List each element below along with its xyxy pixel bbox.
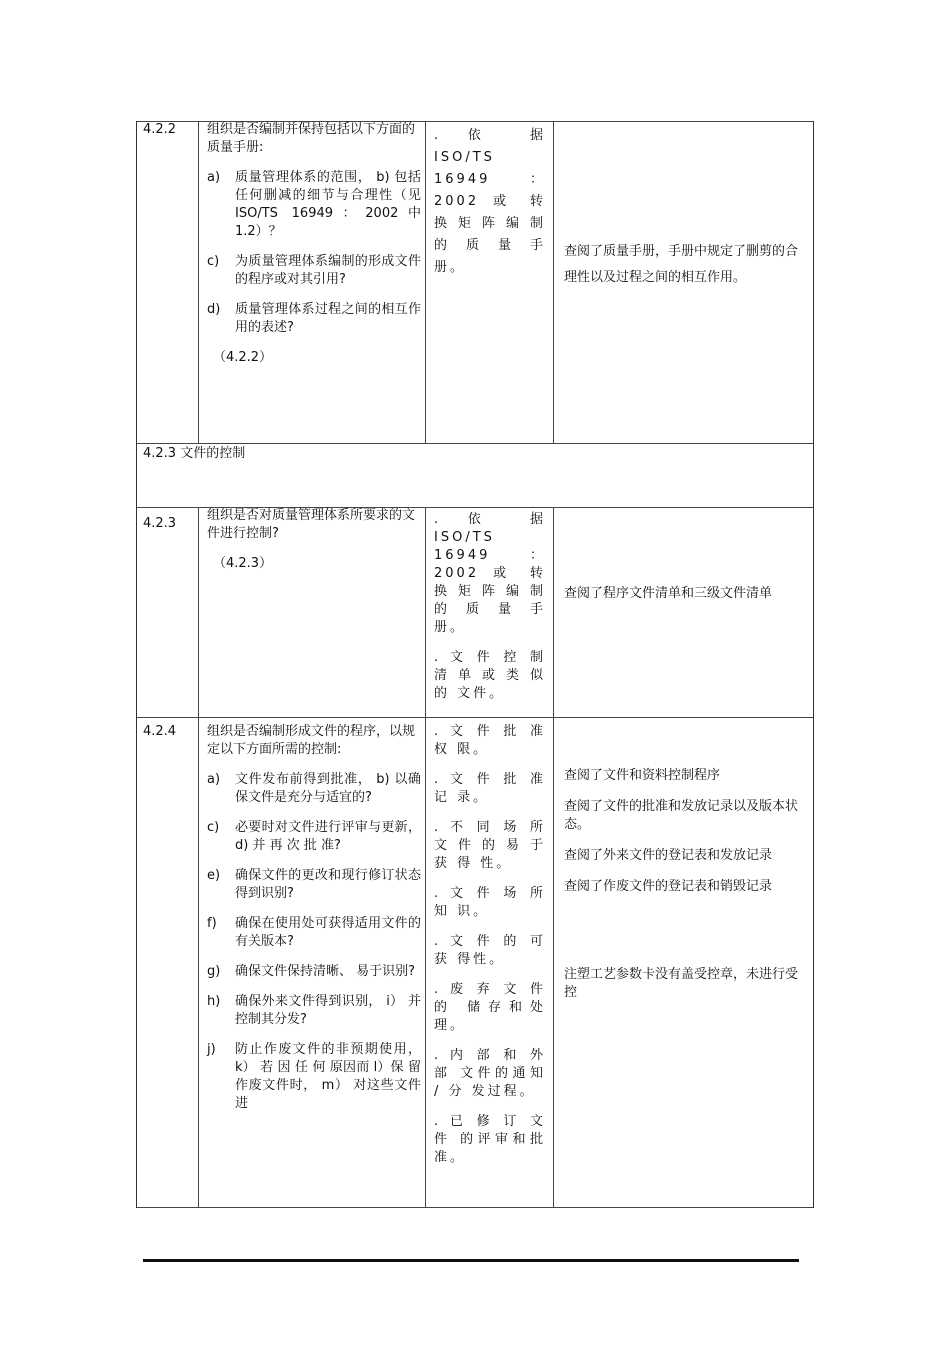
question-item — [207, 915, 421, 951]
col-divider — [425, 121, 426, 443]
question-item — [207, 301, 421, 337]
question-intro: 组织是否编制并保持包括以下方面的质量手册: — [207, 122, 416, 155]
item-text: 防止作废文件的非预期使用， k） 若 因 任 何 原因而 l）保 留作废文件时， m） 对这些文件进 — [235, 1042, 421, 1111]
item-label: a) — [207, 170, 221, 185]
question-item — [207, 771, 421, 807]
question-item — [207, 169, 421, 241]
evidence-cell — [434, 723, 546, 1167]
row-divider — [137, 717, 813, 718]
item-text: 必要时对文件进行评审与更新， d) 并 再 次 批 准? — [235, 820, 421, 853]
item-text: 确保文件保持清晰、 易于识别? — [235, 964, 416, 979]
question-item — [207, 1041, 421, 1113]
finding-item: 查阅了作废文件的登记表和销毁记录 — [564, 879, 773, 894]
clause-ref: （4.2.2） — [213, 350, 273, 365]
col-divider — [553, 507, 554, 1207]
evidence-item: . 文 件 控 制 清 单 或 类 似 的 文件。 — [434, 650, 546, 701]
section-header: 4.2.3 文件的控制 — [143, 446, 246, 461]
finding-item: 注塑工艺参数卡没有盖受控章，未进行受控 — [564, 967, 799, 1000]
finding-item: 查阅了文件的批准和发放记录以及版本状态。 — [564, 799, 799, 832]
col-divider — [425, 507, 426, 1207]
item-label: c) — [207, 820, 220, 835]
question-intro: 组织是否编制形成文件的程序，以规定以下方面所需的控制: — [207, 724, 416, 757]
item-text: 文件发布前得到批准， b) 以确保文件是充分与适宜的? — [235, 772, 421, 805]
clause-ref: （4.2.3） — [213, 556, 273, 571]
question-text: 组织是否对质量管理体系所要求的文件进行控制? — [207, 508, 416, 541]
table-bottom-border — [137, 1207, 813, 1208]
evidence-item: . 文 件 场 所 知 识。 — [434, 886, 546, 919]
col-divider — [198, 507, 199, 1207]
question-item — [207, 867, 421, 903]
clause-number: 4.2.2 — [143, 122, 177, 137]
item-label: a) — [207, 772, 221, 787]
clause-number: 4.2.3 — [143, 516, 177, 531]
finding-item: 查阅了外来文件的登记表和发放记录 — [564, 848, 773, 863]
finding-cell: 查阅了程序文件清单和三级文件清单 — [564, 586, 773, 601]
item-text: 确保在使用处可获得适用文件的有关版本? — [235, 916, 421, 949]
question-cell — [207, 723, 421, 1113]
question-item — [207, 819, 421, 855]
evidence-cell — [434, 125, 546, 279]
item-text: 确保外来文件得到识别， i） 并控制其分发? — [235, 994, 421, 1027]
evidence-item: . 不 同 场 所 文 件 的 易 于 获 得 性。 — [434, 820, 546, 871]
question-cell — [207, 507, 421, 573]
item-text: 质量管理体系过程之间的相互作用的表述? — [235, 302, 421, 335]
item-label: e) — [207, 868, 221, 883]
item-label: d) — [207, 302, 221, 317]
item-label: g) — [207, 964, 221, 979]
row-divider — [137, 443, 813, 444]
clause-number: 4.2.4 — [143, 724, 177, 739]
item-label: h) — [207, 994, 221, 1009]
item-text: 为质量管理体系编制的形成文件的程序或对其引用? — [235, 254, 421, 287]
evidence-item: . 已 修 订 文 件 的评审和批准。 — [434, 1114, 546, 1165]
item-label: f) — [207, 916, 217, 931]
item-text: 质量管理体系的范围， b) 包括任何删减的细节与合理性（见 ISO/TS 16949：2002中1.2）？ — [235, 170, 421, 239]
evidence-item: . 文 件 批 准 记 录。 — [434, 772, 546, 805]
footer-rule — [143, 1259, 799, 1262]
question-cell — [207, 121, 421, 367]
evidence-item: . 内 部 和 外 部 文件的通知 / 分 发过程。 — [434, 1048, 546, 1099]
evidence-item: . 依 据 ISO/TS 16949： 2002 或 转 换 矩 阵 编 制 的 质 量 手册。 — [434, 128, 546, 275]
evidence-item: . 文 件 批 准 权 限。 — [434, 724, 546, 757]
item-label: j) — [207, 1042, 216, 1057]
finding-cell — [564, 767, 804, 1002]
evidence-cell — [434, 511, 546, 703]
audit-table — [136, 121, 814, 1208]
question-item — [207, 253, 421, 289]
col-divider — [553, 121, 554, 443]
question-item — [207, 993, 421, 1029]
evidence-item: . 依 据 ISO/TS 16949： 2002 或 转 换 矩 阵 编 制 的 质 量 手册。 — [434, 512, 546, 635]
evidence-item: . 废 弃 文 件 的 储存和处理。 — [434, 982, 546, 1033]
finding-cell: 查阅了质量手册，手册中规定了删剪的合理性以及过程之间的相互作用。 — [564, 244, 799, 285]
item-label: c) — [207, 254, 220, 269]
col-divider — [198, 121, 199, 443]
question-item — [207, 963, 421, 981]
item-text: 确保文件的更改和现行修订状态得到识别? — [235, 868, 421, 901]
finding-item: 查阅了文件和资料控制程序 — [564, 768, 721, 783]
evidence-item: . 文 件 的 可 获 得性。 — [434, 934, 546, 967]
